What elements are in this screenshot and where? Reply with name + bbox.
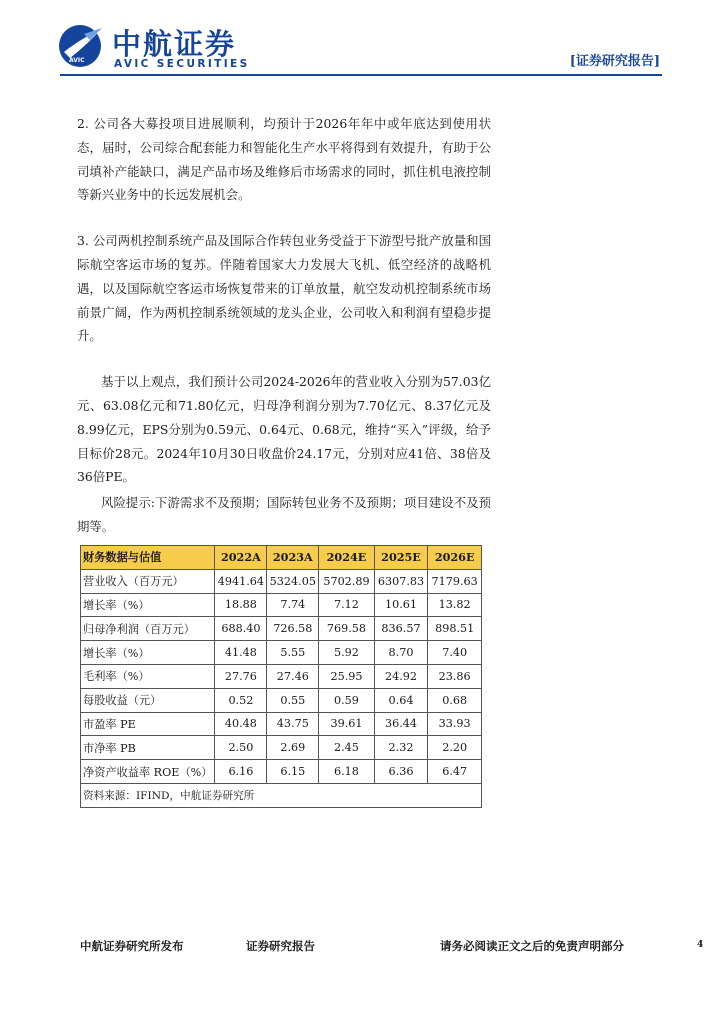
financial-data-table xyxy=(80,545,482,808)
table-row xyxy=(81,712,482,736)
table-cell: 2.50 xyxy=(215,736,267,760)
table-cell: 7.40 xyxy=(428,641,482,665)
table-cell: 7.74 xyxy=(267,593,319,617)
row-label: 归母净利润（百万元） xyxy=(81,617,215,641)
table-row xyxy=(81,760,482,784)
table-row xyxy=(81,617,482,641)
table-cell: 40.48 xyxy=(215,712,267,736)
table-cell: 6.47 xyxy=(428,760,482,784)
year-header: 2025E xyxy=(374,546,428,570)
table-cell: 7179.63 xyxy=(428,569,482,593)
paragraph-fundraising-projects: 2. 公司各大募投项目进展顺利，均预计于2026年年中或年底达到使用状态，届时，公司综合配套能力和智能化生产水平将得到有效提升，有助于公司填补产能缺口，满足产品市场及维修后市场需求的同时，抓住机电液控制等新兴业务中的长远发展机会。 xyxy=(77,116,491,203)
footer-report-type: 证券研究报告 xyxy=(246,939,315,953)
table-cell: 898.51 xyxy=(428,617,482,641)
table-cell: 27.76 xyxy=(215,664,267,688)
table-cell: 27.46 xyxy=(267,664,319,688)
table-header-row xyxy=(81,546,482,570)
table-cell: 2.69 xyxy=(267,736,319,760)
row-label: 增长率（%） xyxy=(81,593,215,617)
table-cell: 0.55 xyxy=(267,688,319,712)
footer-disclaimer-note: 请务必阅读正文之后的免责声明部分 xyxy=(440,939,624,953)
year-header: 2022A xyxy=(215,546,267,570)
table-cell: 8.70 xyxy=(374,641,428,665)
table-cell: 726.58 xyxy=(267,617,319,641)
row-label: 净资产收益率 ROE（%） xyxy=(81,760,215,784)
avic-logo-icon xyxy=(56,22,106,68)
report-type-tag: [证券研究报告] xyxy=(569,54,660,69)
table-cell: 0.68 xyxy=(428,688,482,712)
table-cell: 10.61 xyxy=(374,593,428,617)
paragraph-control-systems: 3. 公司两机控制系统产品及国际合作转包业务受益于下游型号批产放量和国际航空客运市场的复苏。伴随着国家大力发展大飞机、低空经济的战略机遇，以及国际航空客运市场恢复带来的订单放量，航空发动机控制系统市场前景广阔，作为两机控制系统领域的龙头企业，公司收入和利润有望稳步提升。 xyxy=(77,233,491,344)
row-label: 市盈率 PE xyxy=(81,712,215,736)
table-cell: 39.61 xyxy=(319,712,374,736)
table-cell: 41.48 xyxy=(215,641,267,665)
table-row xyxy=(81,664,482,688)
brand-name-cn: 中航证券 xyxy=(112,27,237,61)
row-label: 每股收益（元） xyxy=(81,688,215,712)
table-cell: 18.88 xyxy=(215,593,267,617)
table-cell: 769.58 xyxy=(319,617,374,641)
table-row xyxy=(81,736,482,760)
table-cell: 0.52 xyxy=(215,688,267,712)
table-cell: 688.40 xyxy=(215,617,267,641)
risk-warning: 风险提示:下游需求不及预期；国际转包业务不及预期；项目建设不及预期等。 xyxy=(77,495,491,534)
header-divider xyxy=(60,74,662,76)
table-cell: 4941.64 xyxy=(215,569,267,593)
page-number: 4 xyxy=(697,940,704,950)
table-cell: 5702.89 xyxy=(319,569,374,593)
table-cell: 5.55 xyxy=(267,641,319,665)
table-row xyxy=(81,688,482,712)
table-corner-cell: 财务数据与估值 xyxy=(81,546,215,570)
row-label: 毛利率（%） xyxy=(81,664,215,688)
table-cell: 25.95 xyxy=(319,664,374,688)
table-row xyxy=(81,593,482,617)
table-cell: 13.82 xyxy=(428,593,482,617)
table-cell: 6.36 xyxy=(374,760,428,784)
table-cell: 5.92 xyxy=(319,641,374,665)
table-cell: 6.16 xyxy=(215,760,267,784)
year-header: 2023A xyxy=(267,546,319,570)
year-header: 2026E xyxy=(428,546,482,570)
footer-publisher: 中航证券研究所发布 xyxy=(80,939,184,953)
table-cell: 36.44 xyxy=(374,712,428,736)
row-label: 营业收入（百万元） xyxy=(81,569,215,593)
table-cell: 0.64 xyxy=(374,688,428,712)
report-body xyxy=(77,112,491,543)
table-cell: 6.15 xyxy=(267,760,319,784)
table-cell: 2.45 xyxy=(319,736,374,760)
table-cell: 5324.05 xyxy=(267,569,319,593)
year-header: 2024E xyxy=(319,546,374,570)
table-cell: 6.18 xyxy=(319,760,374,784)
brand-name-en: AVIC SECURITIES xyxy=(114,58,250,70)
paragraph-forecast: 基于以上观点，我们预计公司2024-2026年的营业收入分别为57.03亿元、63.08亿元和71.80亿元，归母净利润分别为7.70亿元、8.37亿元及8.99亿元，EPS分别为0.59元、0.64元、0.68元，维持“买入”评级，给予目标价28元。2024年10月30日收盘价24.17元，分别对应41倍、38倍及36倍PE。 xyxy=(77,374,491,485)
table-cell: 43.75 xyxy=(267,712,319,736)
table-source-row xyxy=(81,783,482,807)
row-label: 市净率 PB xyxy=(81,736,215,760)
table-cell: 6307.83 xyxy=(374,569,428,593)
table-row xyxy=(81,569,482,593)
table-cell: 0.59 xyxy=(319,688,374,712)
table-cell: 836.57 xyxy=(374,617,428,641)
row-label: 增长率（%） xyxy=(81,641,215,665)
page-header xyxy=(0,0,724,80)
table-cell: 7.12 xyxy=(319,593,374,617)
table-cell: 2.20 xyxy=(428,736,482,760)
table-cell: 23.86 xyxy=(428,664,482,688)
table-row xyxy=(81,641,482,665)
table-cell: 2.32 xyxy=(374,736,428,760)
table-cell: 24.92 xyxy=(374,664,428,688)
logo-text: AVIC xyxy=(69,57,85,64)
table-cell: 33.93 xyxy=(428,712,482,736)
data-source-note: 资料来源：IFIND，中航证券研究所 xyxy=(81,783,482,807)
